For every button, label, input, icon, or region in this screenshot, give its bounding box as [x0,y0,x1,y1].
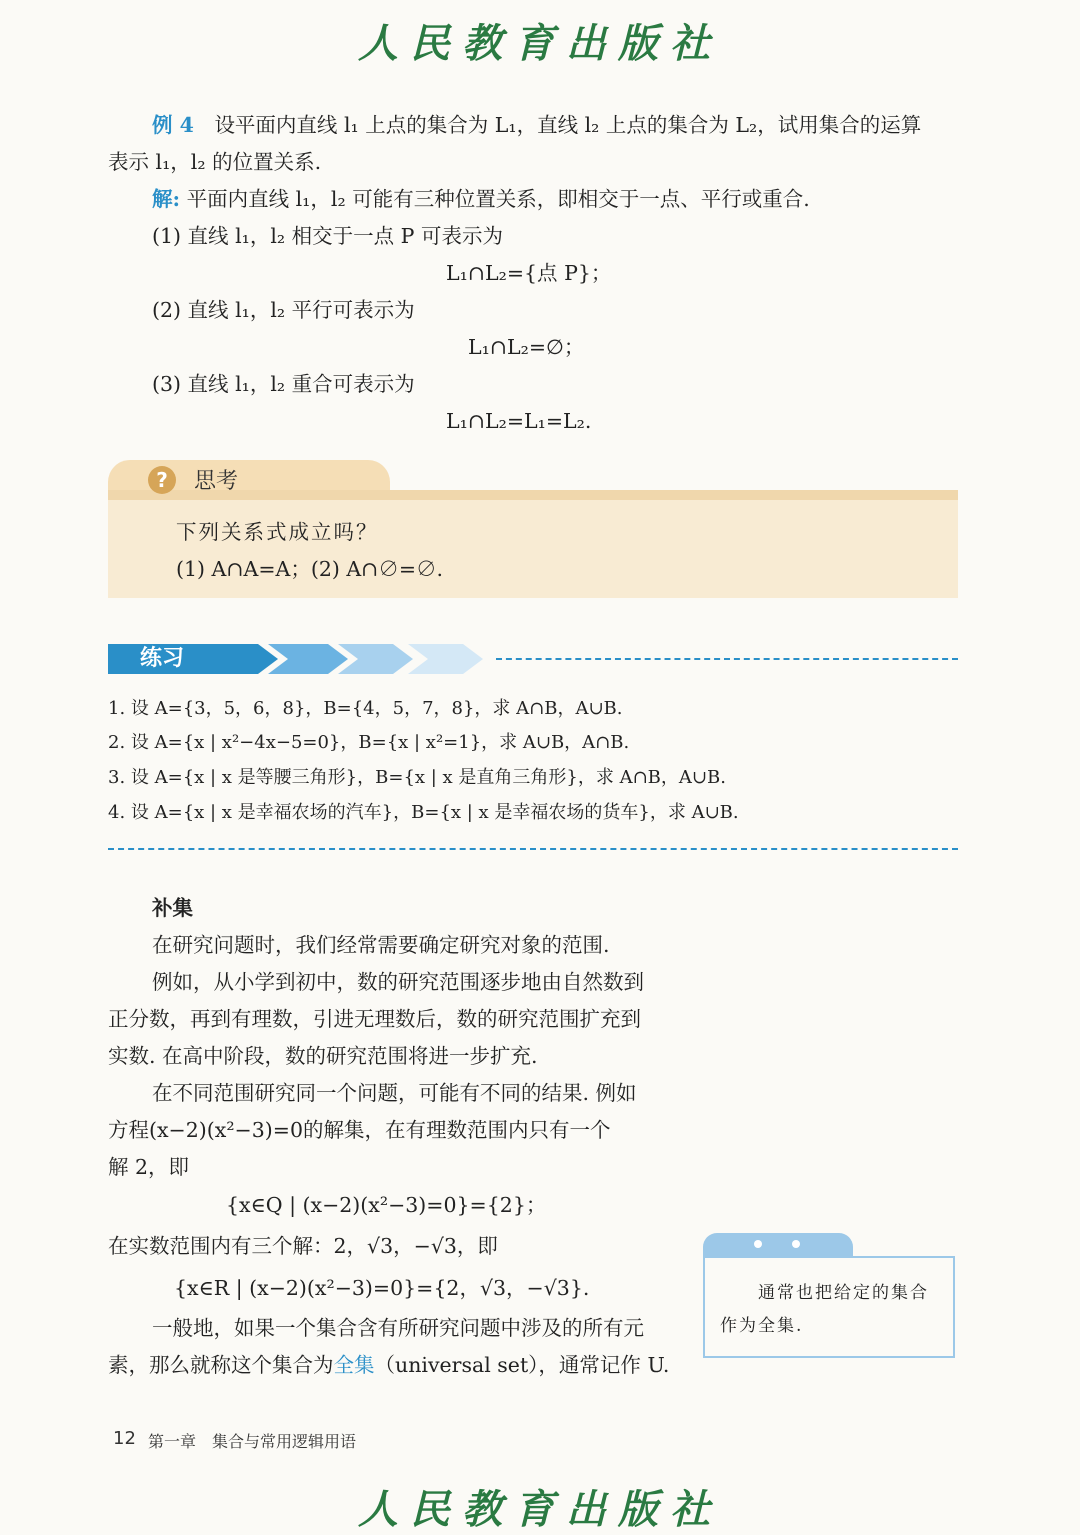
example4-solution-intro [152,181,810,218]
complement-heading: 补集 [152,896,193,920]
practice-item-3: 3. 设 A={x | x 是等腰三角形}，B={x | x 是直角三角形}，求 A∩B，A∪B. [108,767,726,788]
complement-p4-line2 [108,1347,669,1384]
sidenote-line2: 作为全集. [720,1316,804,1336]
complement-p1: 在研究问题时，我们经常需要确定研究对象的范围. [152,933,610,957]
chapter-title: 第一章 集合与常用逻辑用语 [148,1432,357,1451]
example4-question-line1 [152,107,921,144]
think-title: 思考 [194,469,239,494]
formula-real: {x∈R | (x−2)(x²−3)=0}={2，√3，−√3}. [174,1276,590,1300]
page-number: 12 [113,1428,136,1449]
complement-p3-line1: 在不同范围研究同一个问题，可能有不同的结果. 例如 [152,1081,637,1105]
complement-p4-line1: 一般地，如果一个集合含有所研究问题中涉及的所有元 [152,1316,644,1340]
example4-label: 例 4 [152,113,194,137]
practice-divider-bottom [108,848,958,850]
publisher-logo-bottom: 人民教育出版社 [358,1486,722,1533]
complement-p3-line3: 解 2，即 [108,1155,190,1179]
universal-set-term: 全集 [333,1353,375,1377]
sidenote-dot-left [754,1240,762,1248]
complement-p3-line2: 方程(x−2)(x²−3)=0的解集，在有理数范围内只有一个 [108,1118,611,1142]
practice-item-4: 4. 设 A={x | x 是幸福农场的汽车}，B={x | x 是幸福农场的货车}，求 A∪B. [108,802,739,823]
formula3: L₁∩L₂=L₁=L₂. [446,409,592,433]
publisher-logo-top: 人民教育出版社 [358,20,722,67]
case1-text: (1) 直线 l₁，l₂ 相交于一点 P 可表示为 [152,224,503,248]
sidenote-dot-right [792,1240,800,1248]
practice-item-1: 1. 设 A={3，5，6，8}，B={4，5，7，8}，求 A∩B，A∪B. [108,698,623,719]
example4-question-line2: 表示 l₁，l₂ 的位置关系. [108,150,322,174]
complement-p2-line2: 正分数，再到有理数，引进无理数后，数的研究范围扩充到 [108,1007,641,1031]
think-question: 下列关系式成立吗？ [176,520,379,544]
solution-label: 解: [152,187,181,211]
case3-text: (3) 直线 l₁，l₂ 重合可表示为 [152,372,415,396]
sidenote-line1: 通常也把给定的集合 [758,1283,929,1303]
complement-p2-line1: 例如，从小学到初中，数的研究范围逐步地由自然数到 [152,970,644,994]
p4-text-pre: 素，那么就称这个集合为 [108,1353,334,1377]
solution-intro-text: 平面内直线 l₁，l₂ 可能有三种位置关系，即相交于一点、平行或重合. [186,187,810,211]
question-mark-icon: ? [148,466,176,494]
practice-item-2: 2. 设 A={x | x²−4x−5=0}，B={x | x²=1}，求 A∪B，A∩B. [108,732,630,753]
example4-question: 设平面内直线 l₁ 上点的集合为 L₁，直线 l₂ 上点的集合为 L₂，试用集合的运算 [214,113,922,137]
think-items: (1) A∩A=A；(2) A∩∅=∅. [176,557,444,581]
case2-text: (2) 直线 l₁，l₂ 平行可表示为 [152,298,415,322]
complement-real-line: 在实数范围内有三个解：2，√3，−√3，即 [108,1234,498,1258]
formula1: L₁∩L₂={点 P}； [446,261,612,285]
practice-title: 练习 [140,646,185,671]
formula-rational: {x∈Q | (x−2)(x²−3)=0}={2}； [226,1193,547,1217]
complement-p2-line3: 实数. 在高中阶段，数的研究范围将进一步扩充. [108,1044,538,1068]
p4-text-post: （universal set），通常记作 U. [374,1353,670,1377]
formula2: L₁∩L₂=∅； [468,335,585,359]
practice-divider-top [496,658,958,660]
